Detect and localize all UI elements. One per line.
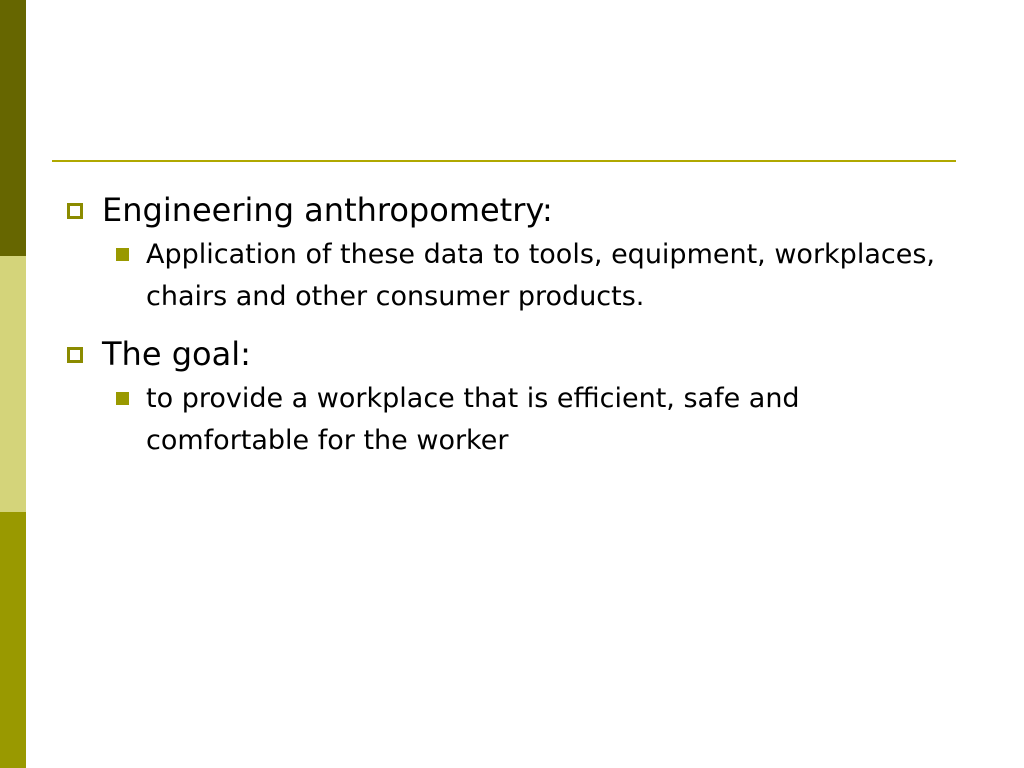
- bullet-level1: [64, 188, 964, 232]
- slide-body: [64, 188, 964, 462]
- hollow-square-bullet-icon: [67, 203, 83, 219]
- title-divider: [52, 160, 956, 162]
- bullet-text: Engineering anthropometry:: [102, 191, 553, 229]
- side-bar-middle: [0, 256, 26, 512]
- bullet-level2: [146, 234, 946, 318]
- bullet-text: Application of these data to tools, equipment, workplaces, chairs and other consumer products.: [146, 239, 935, 312]
- bullet-level2: [146, 378, 946, 462]
- bullet-text: The goal:: [102, 335, 251, 373]
- hollow-square-bullet-icon: [67, 347, 83, 363]
- side-bar-bottom: [0, 512, 26, 768]
- bullet-text: to provide a workplace that is efficient, safe and comfortable for the worker: [146, 383, 800, 456]
- bullet-level1: [64, 332, 964, 376]
- filled-square-bullet-icon: [116, 248, 129, 261]
- side-bar-top: [0, 0, 26, 256]
- filled-square-bullet-icon: [116, 392, 129, 405]
